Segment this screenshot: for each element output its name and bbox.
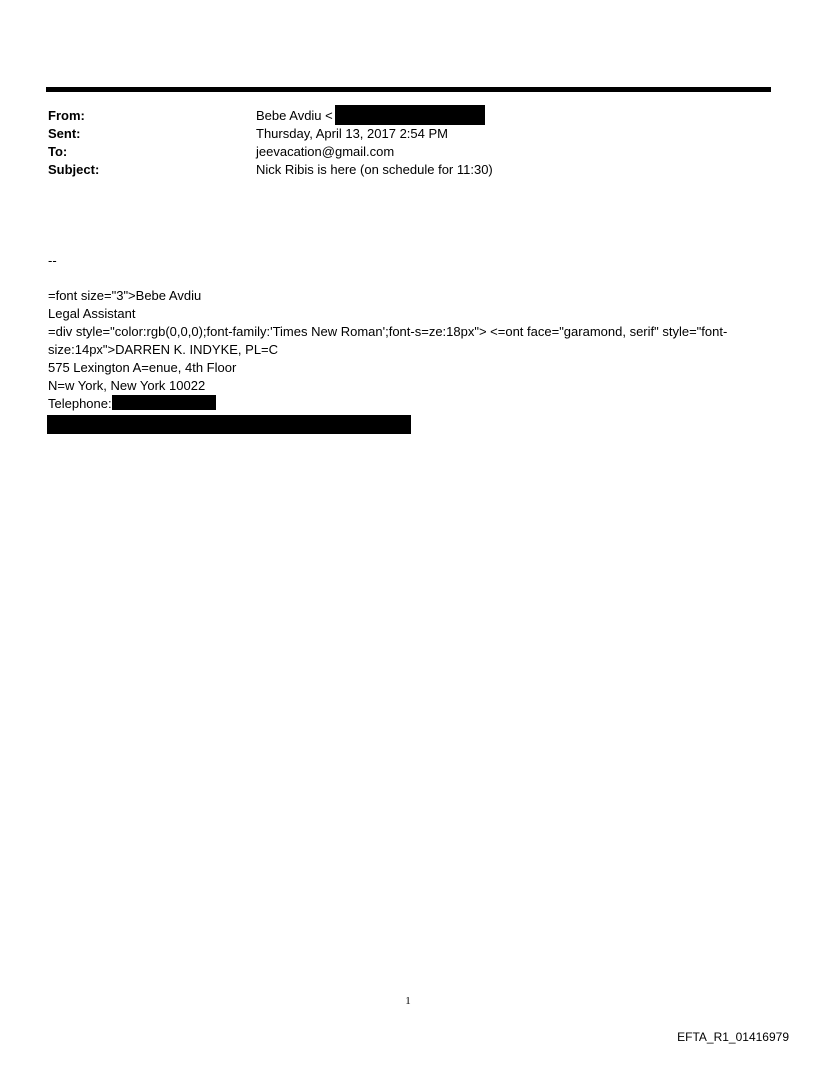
body-line: =div style="color:rgb(0,0,0);font-family:'Times New Roman';font-s=ze:18px"> <=ont face="garamond, serif" style="font- xyxy=(48,324,728,339)
blank-line xyxy=(48,270,773,287)
from-value xyxy=(256,105,485,125)
sent-value: Thursday, April 13, 2017 2:54 PM xyxy=(256,125,448,141)
body-line: 575 Lexington A=enue, 4th Floor xyxy=(48,360,237,375)
from-name: Bebe Avdiu < xyxy=(256,107,333,123)
body-line: Legal Assistant xyxy=(48,306,136,321)
from-label: From: xyxy=(48,107,85,123)
redacted-phone-block xyxy=(112,395,216,410)
header-rule xyxy=(46,87,771,92)
body-line: size:14px">DARREN K. INDYKE, PL=C xyxy=(48,342,279,357)
subject-label: Subject: xyxy=(48,161,100,177)
telephone-label: Telephone: xyxy=(48,396,112,411)
redacted-email-block xyxy=(335,105,485,125)
to-value: jeevacation@gmail.com xyxy=(256,143,395,159)
email-body xyxy=(48,252,773,434)
document-id: EFTA_R1_01416979 xyxy=(677,1030,789,1044)
email-header xyxy=(48,106,768,178)
subject-value: Nick Ribis is here (on schedule for 11:30) xyxy=(256,161,493,177)
to-label: To: xyxy=(48,143,68,159)
from-row xyxy=(48,106,768,124)
page-number: 1 xyxy=(405,995,411,1007)
signature-separator: -- xyxy=(48,253,57,268)
sent-row xyxy=(48,124,768,142)
body-line: =font size="3">Bebe Avdiu xyxy=(48,288,202,303)
subject-row xyxy=(48,160,768,178)
sent-label: Sent: xyxy=(48,125,81,141)
to-row xyxy=(48,142,768,160)
telephone-line xyxy=(48,395,773,413)
redacted-line-block xyxy=(47,415,411,434)
body-line: N=w York, New York 10022 xyxy=(48,378,206,393)
